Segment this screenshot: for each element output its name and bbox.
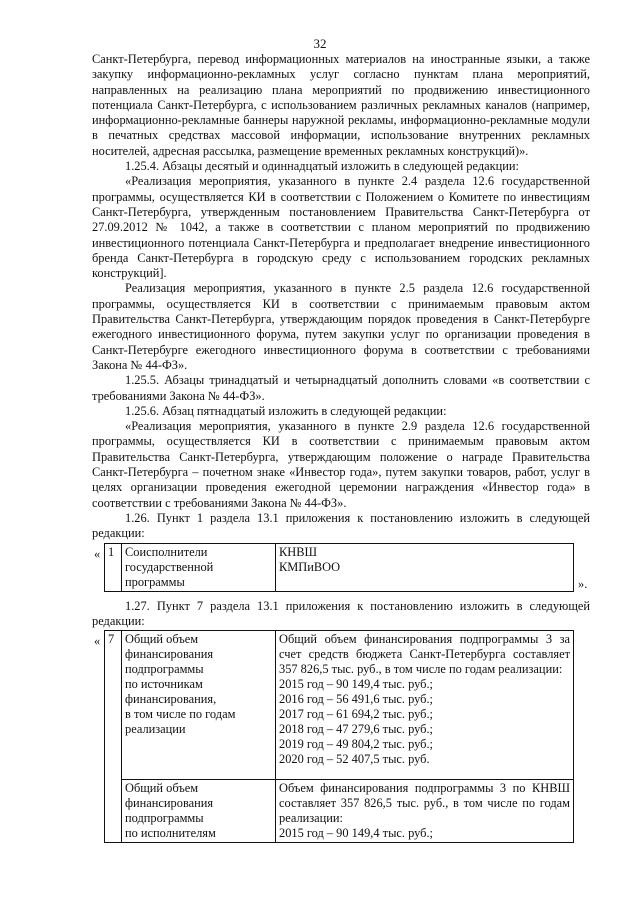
value-line: КМПиВОО <box>279 559 341 574</box>
paragraph-1-25-4: 1.25.4. Абзацы десятый и одиннадцатый изложить в следующей редакции: <box>125 159 520 174</box>
paragraph-1-26: 1.26. Пункт 1 раздела 13.1 приложения к постановлению изложить в следующей редакции: <box>92 510 590 541</box>
table-cell-value <box>276 543 574 591</box>
label-line: финансирования, <box>125 692 217 707</box>
paragraph-quote-2-9: «Реализация мероприятия, указанного в пункте 2.9 раздела 12.6 государственной программы, осуществляется КИ в соответствии с принимаемым правовым актом Правительства Санкт-Петербурга, утверждающим положение о награде Правительства Санкт-Петербурга – почетном знаке «Инвестор года», путем закупки товаров, работ, услуг в целях организации проведения ежегодной церемонии награждения «Инвестор года» в соответствии с требованиями Закона № 44-ФЗ». <box>92 419 590 510</box>
page-number: 32 <box>313 36 327 51</box>
value-text: Общий объем финансирования подпрограммы 3 за счет средств бюджета Санкт-Петербурга составляет 357 826,5 тыс. руб., в том числе по годам реализации: <box>279 632 570 677</box>
table-1-block <box>92 543 590 599</box>
table-cell-value <box>276 631 574 780</box>
table-cell-num: 7 <box>105 631 122 780</box>
table-2-block <box>92 630 590 843</box>
table-1 <box>104 543 574 592</box>
year-line: 2019 год – 49 804,2 тыс. руб.; <box>279 737 433 752</box>
year-line: 2015 год – 90 149,4 тыс. руб.; <box>279 677 433 692</box>
label-line: подпрограммы <box>125 811 204 826</box>
paragraph-2-5: Реализация мероприятия, указанного в пункте 2.5 раздела 12.6 государственной программы, осуществляется КИ в соответствии с принимаемым правовым актом Правительства Санкт-Петербурга, утверждающим порядок проведения в Санкт-Петербурге ежегодного инвестиционного форума, путем закупки услуг по организации проведения в Санкт-Петербурге ежегодного инвестиционного форума в соответствии с требованиями Закона № 44-ФЗ». <box>92 281 590 372</box>
table-cell-num-empty <box>105 780 122 843</box>
table-cell-label <box>122 543 276 591</box>
year-line: 2015 год – 90 149,4 тыс. руб.; <box>279 826 433 841</box>
label-line: Общий объем <box>125 632 199 647</box>
table-cell-label <box>122 780 276 843</box>
table-cell-label <box>122 631 276 780</box>
paragraph-quote-2-4: «Реализация мероприятия, указанного в пункте 2.4 раздела 12.6 государственной программы, осуществляется КИ в соответствии с Положением о Комитете по инвестициям Санкт-Петербурга, утвержденным постановлением Правительства Санкт-Петербурга от 27.09.2012 № 1042, а также в соответствии с планом мероприятий по продвижению инвестиционного потенциала Санкт-Петербурга и предполагает внедрение инвестиционного бренда Санкт-Петербурга в городскую среду с использованием городских рекламных конструкций]. <box>92 174 590 281</box>
paragraph-1-25-5: 1.25.5. Абзацы тринадцатый и четырнадцатый дополнить словами «в соответствии с требованиями Закона № 44-ФЗ». <box>92 373 590 403</box>
value-text: Объем финансирования подпрограммы 3 по КНВШ составляет 357 826,5 тыс. руб., в том числе по годам реализации: <box>279 781 570 826</box>
label-line: подпрограммы <box>125 662 204 677</box>
label-line: реализации <box>125 722 186 737</box>
table-row <box>105 543 574 591</box>
label-line: Общий объем <box>125 781 199 796</box>
paragraph-continuation: Санкт-Петербурга, перевод информационных материалов на иностранные языки, а также закупку информационно-рекламных услуг согласно пунктам плана мероприятий, направленных на реализацию плана мероприятий по продвижению инвестиционного потенциала Санкт-Петербурга, с использованием различных рекламных каналов (например, информационно-рекламные баннеры наружной рекламы, информационно-рекламные модули в печатных средствах массовой информации, использование внутренних рекламных носителей, адресная рассылка, размещение временных рекламных конструкций)». <box>92 52 590 158</box>
table-cell-num: 1 <box>105 543 122 591</box>
year-line: 2020 год – 52 407,5 тыс. руб. <box>279 752 430 767</box>
year-line: 2016 год – 56 491,6 тыс. руб.; <box>279 692 433 707</box>
label-line: финансирования <box>125 647 214 662</box>
table-row <box>105 780 574 843</box>
label-line: в том числе по годам <box>125 707 236 722</box>
label-line: финансирования <box>125 796 214 811</box>
paragraph-1-25-6: 1.25.6. Абзац пятнадцатый изложить в следующей редакции: <box>125 403 447 418</box>
open-quote: « <box>94 546 101 561</box>
label-line: программы <box>125 574 185 589</box>
open-quote: « <box>94 634 101 649</box>
label-line: Соисполнители <box>125 544 208 559</box>
label-line: по источникам <box>125 677 203 692</box>
label-line: государственной <box>125 559 214 574</box>
year-line: 2018 год – 47 279,6 тыс. руб.; <box>279 722 433 737</box>
table-row <box>105 631 574 780</box>
paragraph-1-27: 1.27. Пункт 7 раздела 13.1 приложения к постановлению изложить в следующей редакции: <box>92 598 590 628</box>
close-quote: ». <box>578 576 588 591</box>
table-cell-value <box>276 780 574 843</box>
document-body <box>92 52 590 843</box>
value-line: КНВШ <box>279 544 317 559</box>
year-line: 2017 год – 61 694,2 тыс. руб.; <box>279 707 433 722</box>
table-2 <box>104 630 574 843</box>
label-line: по исполнителям <box>125 826 216 841</box>
